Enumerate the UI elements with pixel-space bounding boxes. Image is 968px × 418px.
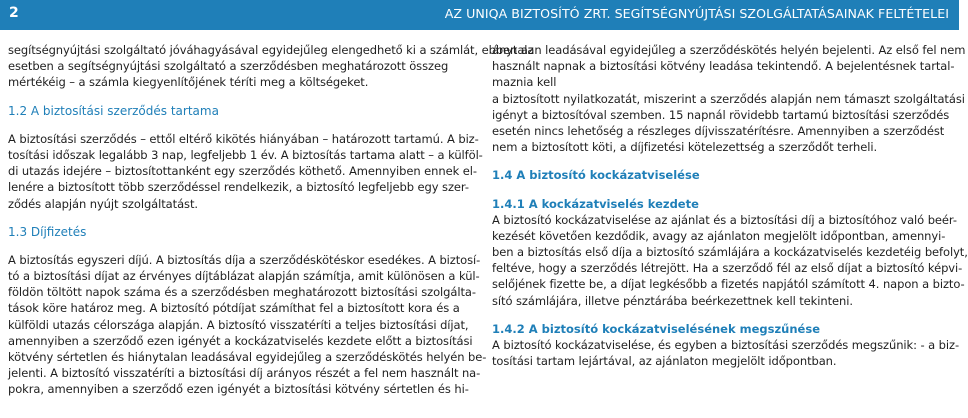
body-line: A biztosítási szerződés – ettől eltérő kikötés hiányában – határozott tartamú. A biz- [8,131,479,146]
page-number: 2 [9,5,19,21]
right-column [492,42,968,369]
body-line: di utazás idejére – biztosítottanként egy szerződés köthető. Amennyiben ennek el- [8,164,477,179]
body-line: a biztosított nyilatkozatát, miszerint a szerződés alapján nem támaszt szolgáltatási [492,91,965,106]
body-line: tosítási időszak legalább 3 nap, legfeljebb 1 év. A biztosítás tartama alatt – a külföl- [8,147,483,162]
body-line: pokra, amennyiben a szerződő ezen igényét a biztosítási kötvény sértetlen és hi- [8,382,469,397]
body-line: esetben a segítségnyújtási szolgáltató a szerződésben meghatározott összeg [8,59,449,74]
body-line: A biztosító kockázatviselése az ajánlat és a biztosítási díj a biztosítóhoz való beér- [492,212,957,227]
section-heading-1-4-1: 1.4.1 A kockázatviselés kezdete [492,196,699,211]
section-heading-1-4: 1.4 A biztosító kockázatviselése [492,168,700,183]
running-title: AZ UNIQA BIZTOSÍTÓ ZRT. SEGÍTSÉGNYÚJTÁSI SZOLGÁLTATÁSAINAK FELTÉTELEI [444,6,949,21]
body-line: amennyiben a szerződő ezen igényét a kockázatviselés kezdete előtt a biztosítási [8,333,473,348]
body-line: maznia kell [492,75,557,90]
body-line: tó a biztosítási díjat az érvényes díjtáblázat alapján számítja, amit különösen a kül- [8,269,480,284]
section-heading-1-2: 1.2 A biztosítási szerződés tartama [8,103,219,118]
body-line: tosítási tartam lejártával, az ajánlaton megjelölt időpontban. [492,354,837,369]
body-line: ződés alapján nyújt szolgáltatást. [8,196,198,211]
body-line: külföldi utazás célországa alapján. A biztosító visszatéríti a teljes biztosítási díjat, [8,317,469,332]
body-line: használt napnak a biztosítási kötvény leadása tekintendő. A bejelentésnek tartal- [492,59,955,74]
body-line: mértékéig – a számla kiegyenlítőjének téríti meg a költségeket. [8,75,369,90]
body-line: földön töltött napok száma és a szerződésben meghatározott biztosítási szolgálta- [8,285,476,300]
body-line: tások köre határoz meg. A biztosító pótdíjat számíthat fel a biztosított kora és a [8,301,460,316]
body-line: kezését követően kezdődik, avagy az ajánlaton megjelölt időpontban, amennyi- [492,228,946,243]
body-line: lenére a biztosított több szerződéssel rendelkezik, a biztosító legfeljebb egy szer- [8,180,469,195]
section-heading-1-3: 1.3 Díjfizetés [8,224,87,239]
body-line: A biztosító kockázatviselése, és egyben a biztosítási szerződés megszűnik: - a biz- [492,338,960,352]
body-line: jelenti. A biztosító visszatéríti a biztosítási díj arányos részét a fel nem használt na- [8,366,481,381]
body-line: selőjének fizette be, a díjat legkésőbb a fizetés napjától számított 4. napon a bizto- [492,277,965,292]
page-header [0,0,959,30]
body-line: A biztosítás egyszeri díjú. A biztosítás díja a szerződéskötéskor esedékes. A biztosí- [8,252,481,267]
body-line: ben a biztosítás első díja a biztosító számlájára a kockázatviselés kezdetéig befolyt, [492,245,968,260]
body-line: igényt a biztosítóval szemben. 15 napnál rövidebb tartamú biztosítási szerződés [492,107,950,122]
section-heading-1-4-2: 1.4.2 A biztosító kockázatviselésének megszűnése [492,321,820,336]
body-line: kötvény sértetlen és hiánytalan leadásával egyidejűleg a szerződéskötés helyén be- [8,350,487,364]
body-line: sító számlájára, illetve pénztárába beérkezettnek kell tekinteni. [492,293,853,308]
body-line: ánytalan leadásával egyidejűleg a szerződéskötés helyén bejelenti. Az első fel nem [492,43,966,57]
body-line: segítségnyújtási szolgáltató jóváhagyásával egyidejűleg elengedhető ki a számlát, ebben az [8,43,534,57]
body-line: esetén nincs lehetőség a részleges díjvisszatérítésre. Amennyiben a szerződést [492,123,945,138]
body-line: nem a biztosított köti, a díjfizetési kötelezettség a szerződőt terheli. [492,140,878,155]
body-line: feltéve, hogy a szerződés létrejött. Ha a szerződő fél az első díjat a biztosító képvi- [492,261,963,276]
